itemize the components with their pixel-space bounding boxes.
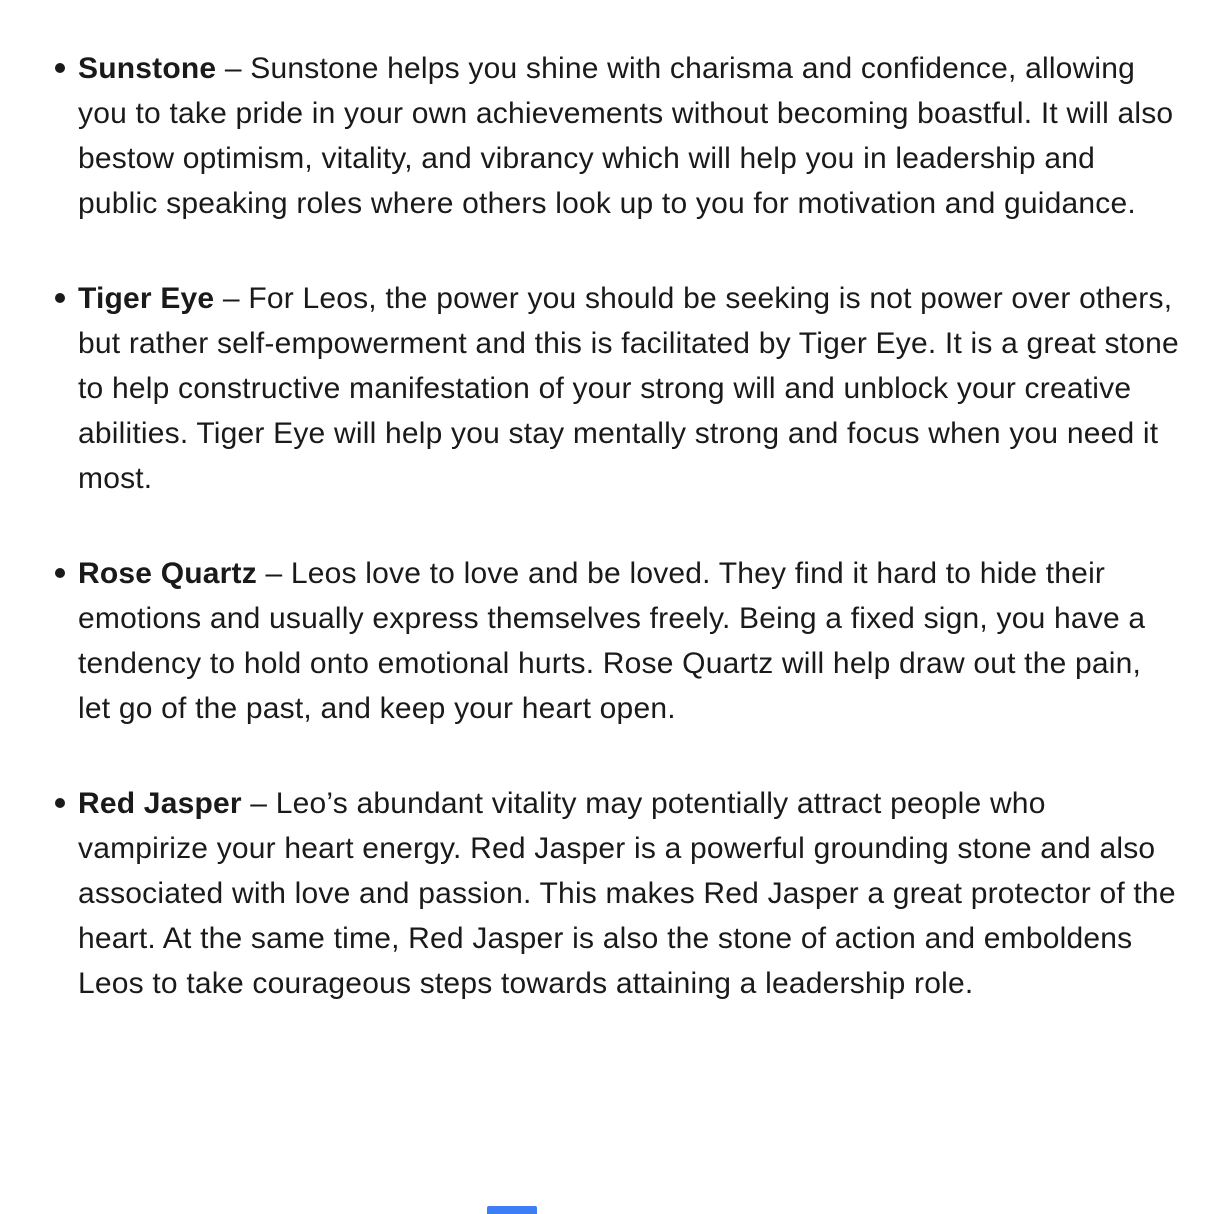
stone-name: Sunstone: [78, 52, 217, 85]
stone-name: Tiger Eye: [78, 282, 215, 315]
stone-name: Rose Quartz: [78, 557, 257, 590]
stone-separator: –: [222, 282, 240, 315]
bullet-icon: [55, 293, 65, 303]
stone-separator: –: [250, 787, 268, 820]
stone-separator: –: [224, 52, 242, 85]
bullet-icon: [55, 63, 65, 73]
bottom-partial-element: [487, 1206, 537, 1214]
stone-description: Sunstone helps you shine with charisma and confidence, allowing you to take pride in your own achievements without becoming boastful. It will also bestow optimism, vitality, and vibrancy which will help you in leadership and public speaking roles where others look up to you for motivation and guidance.: [78, 52, 1174, 220]
stone-separator: –: [265, 557, 283, 590]
stone-description: For Leos, the power you should be seeking is not power over others, but rather self-empowerment and this is facilitated by Tiger Eye. It is a great stone to help constructive manifestation of your strong will and unblock your creative abilities. Tiger Eye will help you stay mentally strong and focus when you need it most.: [78, 282, 1179, 495]
list-item: [78, 781, 1180, 1006]
bullet-icon: [55, 568, 65, 578]
list-item: [78, 276, 1180, 501]
bullet-icon: [55, 798, 65, 808]
list-item: [78, 46, 1180, 226]
stone-description: Leos love to love and be loved. They find it hard to hide their emotions and usually express themselves freely. Being a fixed sign, you have a tendency to hold onto emotional hurts. Rose Quartz will help draw out the pain, let go of the past, and keep your heart open.: [78, 557, 1146, 725]
list-item: [78, 551, 1180, 731]
stone-description: Leo’s abundant vitality may potentially attract people who vampirize your heart energy. Red Jasper is a powerful grounding stone and also associated with love and passion. This makes Red Jasper a great protector of the heart. At the same time, Red Jasper is also the stone of action and emboldens Leos to take courageous steps towards attaining a leadership role.: [78, 787, 1176, 1000]
stone-name: Red Jasper: [78, 787, 242, 820]
stone-list: [0, 46, 1214, 1056]
